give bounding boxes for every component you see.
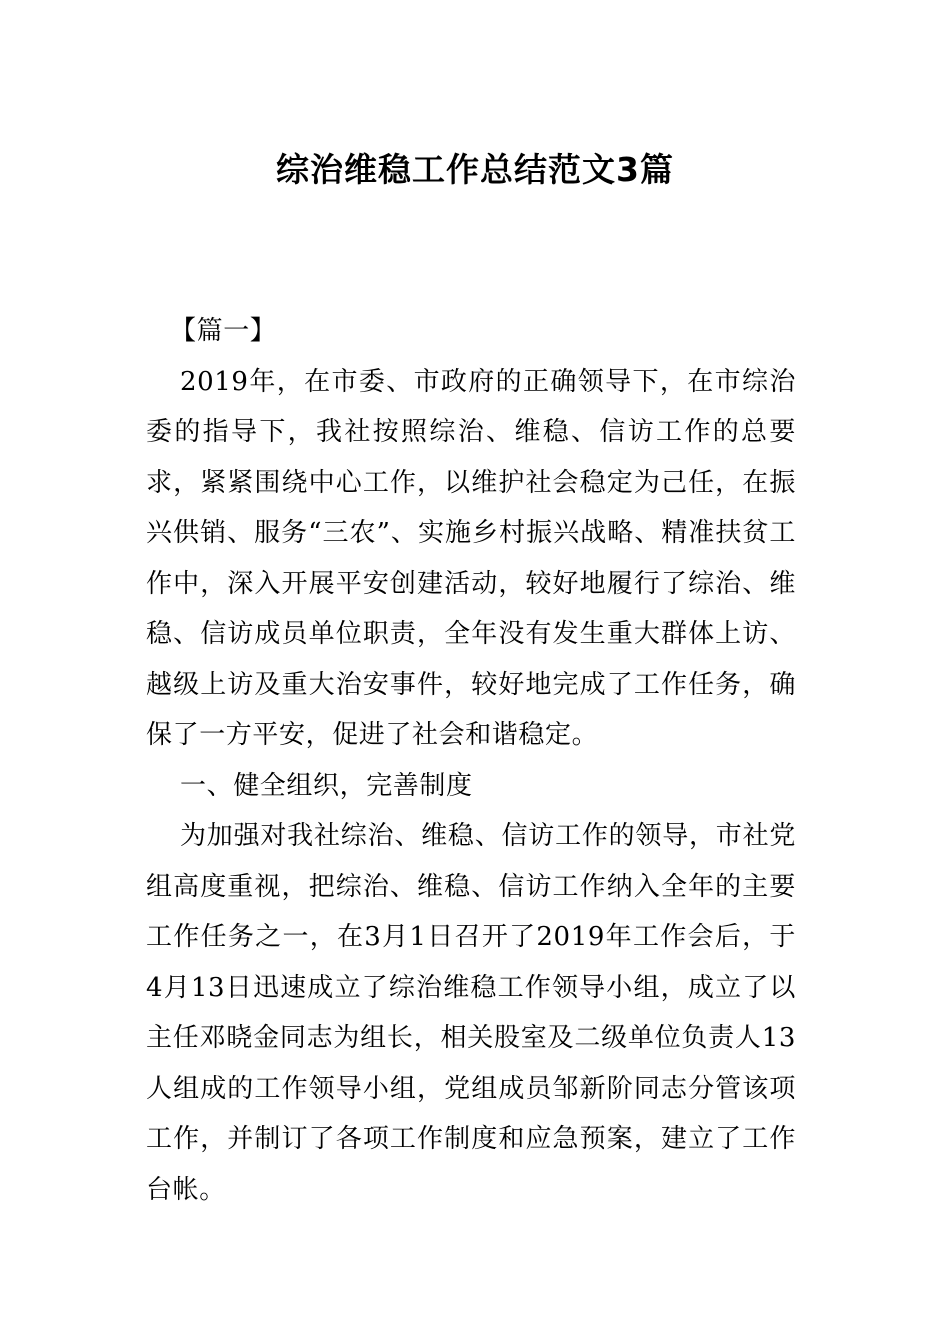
section-label: 【篇一】 xyxy=(170,316,277,346)
document-title: 综治维稳工作总结范文3篇 xyxy=(276,150,674,189)
section-heading: 一、健全组织，完善制度 xyxy=(180,770,473,801)
paragraph-intro: 2019年，在市委、市政府的正确领导下，在市综治委的指导下，我社按照综治、维稳、信访工作的总要求，紧紧围绕中心工作，以维护社会稳定为己任，在振兴供销、服务“三农”、实施乡村振兴战略、精准扶贫工作中，深入开展平安创建活动，较好地履行了综治、维稳、信访成员单位职责，全年没有发生重大群体上访、越级上访及重大治安事件，较好地完成了工作任务，确保了一方平安，促进了社会和谐稳定。 xyxy=(146,366,796,750)
paragraph-organization: 为加强对我社综治、维稳、信访工作的领导，市社党组高度重视，把综治、维稳、信访工作纳入全年的主要工作任务之一，在3月1日召开了2019年工作会后，于4月13日迅速成立了综治维稳工作领导小组，成立了以主任邓晓金同志为组长，相关股室及二级单位负责人13人组成的工作领导小组，党组成员邹新阶同志分管该项工作，并制订了各项工作制度和应急预案，建立了工作台帐。 xyxy=(146,821,796,1205)
document-body xyxy=(146,306,796,1215)
